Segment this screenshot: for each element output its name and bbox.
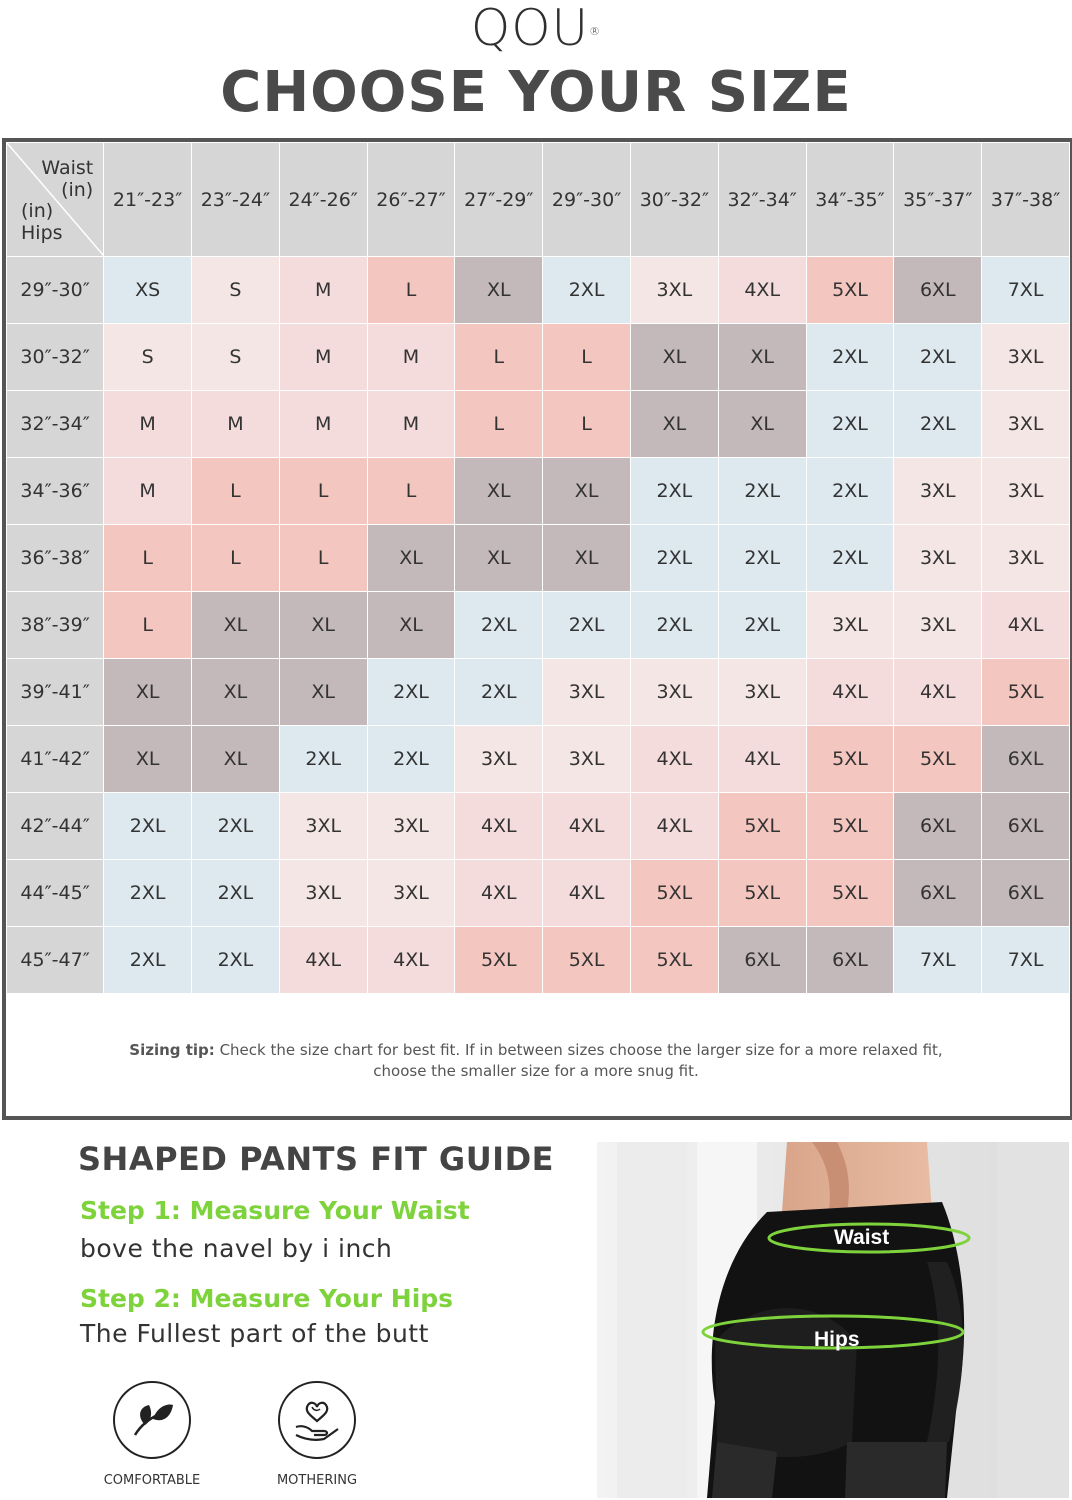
size-cell: 3XL [982,391,1070,458]
size-chart-table [6,142,1070,994]
size-cell: 5XL [806,793,894,860]
size-cell: L [367,458,455,525]
size-cell: XL [104,726,192,793]
size-row [7,726,1070,793]
size-cell: XL [279,659,367,726]
size-row [7,391,1070,458]
size-chart-frame [2,138,1072,1120]
size-cell: 6XL [894,793,982,860]
step-1-description: bove the navel by i inch [80,1234,393,1263]
size-cell: M [104,458,192,525]
size-cell: 4XL [279,927,367,994]
waist-header-cell: 21″-23″ [104,143,192,257]
size-cell: 3XL [894,592,982,659]
feature-mothering [257,1381,377,1488]
size-cell: 4XL [543,860,631,927]
size-cell: 4XL [367,927,455,994]
size-cell: XL [192,659,280,726]
size-cell: L [367,257,455,324]
size-cell: 4XL [982,592,1070,659]
size-cell: XL [367,592,455,659]
size-cell: 5XL [806,860,894,927]
size-cell: 3XL [982,324,1070,391]
size-cell: 2XL [367,726,455,793]
size-cell: 3XL [631,659,719,726]
waist-header-cell: 34″-35″ [806,143,894,257]
size-cell: 4XL [718,726,806,793]
size-cell: 5XL [543,927,631,994]
size-cell: 3XL [894,458,982,525]
size-cell: L [279,458,367,525]
size-cell: 2XL [718,525,806,592]
feature-label: COMFORTABLE [103,1473,201,1488]
size-cell: M [279,391,367,458]
size-row [7,257,1070,324]
page-title: CHOOSE YOUR SIZE [220,60,852,125]
size-cell: 3XL [982,458,1070,525]
size-cell: 2XL [192,860,280,927]
size-cell: 3XL [982,525,1070,592]
heart-hand-icon [278,1381,356,1459]
size-cell: 2XL [104,860,192,927]
size-cell: S [104,324,192,391]
size-cell: 7XL [894,927,982,994]
size-cell: 2XL [806,525,894,592]
hips-axis-label [21,200,63,244]
size-cell: 2XL [894,391,982,458]
size-cell: S [192,257,280,324]
size-cell: 4XL [894,659,982,726]
size-cell: XS [104,257,192,324]
feature-label: MOTHERING [276,1473,358,1488]
waist-header-cell: 29″-30″ [543,143,631,257]
size-cell: 3XL [894,525,982,592]
size-cell: 3XL [279,793,367,860]
size-row [7,592,1070,659]
hip-header-cell: 36″-38″ [7,525,104,592]
size-cell: XL [192,726,280,793]
waist-header-cell: 37″-38″ [982,143,1070,257]
size-cell: 2XL [279,726,367,793]
hip-header-cell: 42″-44″ [7,793,104,860]
size-cell: 4XL [455,860,543,927]
waist-header-cell: 23″-24″ [192,143,280,257]
size-cell: L [192,525,280,592]
size-cell: 2XL [718,592,806,659]
tip-line-1: Check the size chart for best fit. If in between sizes choose the larger size for a more relaxed fit, [214,1041,943,1059]
size-cell: 2XL [718,458,806,525]
size-cell: 2XL [806,458,894,525]
registered-mark: ® [589,25,602,38]
size-cell: 3XL [806,592,894,659]
waist-header-cell: 27″-29″ [455,143,543,257]
size-cell: 6XL [806,927,894,994]
waist-header-cell: 30″-32″ [631,143,719,257]
size-cell: 5XL [718,793,806,860]
size-cell: 6XL [982,726,1070,793]
size-cell: XL [455,458,543,525]
waist-header-cell: 26″-27″ [367,143,455,257]
size-row [7,525,1070,592]
size-cell: 3XL [718,659,806,726]
hips-photo-label: Hips [814,1328,860,1351]
size-cell: 7XL [982,927,1070,994]
size-cell: 7XL [982,257,1070,324]
size-cell: L [455,324,543,391]
size-cell: 3XL [367,793,455,860]
size-cell: 5XL [718,860,806,927]
step-2-description: The Fullest part of the butt [80,1319,429,1348]
hips-unit: (in) [21,200,54,222]
size-cell: 2XL [104,793,192,860]
size-cell: L [104,592,192,659]
size-row [7,860,1070,927]
waist-header-cell: 35″-37″ [894,143,982,257]
size-cell: 3XL [455,726,543,793]
size-cell: XL [718,324,806,391]
size-cell: L [455,391,543,458]
size-cell: 5XL [631,860,719,927]
size-cell: M [367,391,455,458]
hip-header-cell: 34″-36″ [7,458,104,525]
size-cell: 2XL [631,525,719,592]
size-cell: 6XL [894,860,982,927]
waist-header-cell: 24″-26″ [279,143,367,257]
size-cell: S [192,324,280,391]
size-cell: 3XL [279,860,367,927]
size-cell: XL [631,324,719,391]
fit-guide-title: SHAPED PANTS FIT GUIDE [78,1140,554,1178]
size-cell: 3XL [631,257,719,324]
size-row [7,458,1070,525]
size-cell: 4XL [631,726,719,793]
leaf-icon [113,1381,191,1459]
size-cell: 2XL [894,324,982,391]
model-photo [597,1142,1069,1498]
size-cell: 2XL [192,927,280,994]
size-cell: M [192,391,280,458]
sizing-tip [0,1040,1072,1082]
size-cell: 6XL [982,860,1070,927]
size-row [7,793,1070,860]
size-cell: XL [192,592,280,659]
size-cell: 6XL [982,793,1070,860]
size-cell: XL [367,525,455,592]
size-cell: 4XL [455,793,543,860]
size-cell: 2XL [367,659,455,726]
size-cell: XL [543,458,631,525]
size-cell: 2XL [631,458,719,525]
size-cell: 5XL [455,927,543,994]
size-cell: 3XL [543,726,631,793]
size-cell: XL [543,525,631,592]
size-cell: L [104,525,192,592]
waist-label: Waist [41,157,94,179]
brand-name: QOU [470,0,590,57]
waist-unit: (in) [61,179,94,201]
size-cell: 5XL [806,726,894,793]
hip-header-cell: 45″-47″ [7,927,104,994]
waist-photo-label: Waist [834,1226,890,1249]
size-row [7,324,1070,391]
size-cell: 2XL [806,324,894,391]
size-cell: 3XL [543,659,631,726]
size-cell: L [279,525,367,592]
size-cell: 5XL [631,927,719,994]
tip-line-2: choose the smaller size for a more snug fit. [373,1062,699,1080]
waist-header-row [7,143,1070,257]
size-cell: 4XL [718,257,806,324]
size-cell: L [192,458,280,525]
size-cell: XL [718,391,806,458]
size-cell: L [543,324,631,391]
size-cell: XL [455,525,543,592]
size-cell: 6XL [718,927,806,994]
size-cell: 2XL [543,592,631,659]
size-cell: XL [279,592,367,659]
size-cell: 2XL [104,927,192,994]
tip-label: Sizing tip: [129,1041,215,1059]
hip-header-cell: 41″-42″ [7,726,104,793]
corner-cell [7,143,104,257]
size-cell: XL [631,391,719,458]
step-2-title: Step 2: Measure Your Hips [80,1284,454,1313]
size-cell: M [279,324,367,391]
size-cell: M [279,257,367,324]
size-row [7,927,1070,994]
hip-header-cell: 38″-39″ [7,592,104,659]
size-cell: 3XL [367,860,455,927]
size-cell: 4XL [631,793,719,860]
step-1-title: Step 1: Measure Your Waist [80,1196,470,1225]
size-cell: M [367,324,455,391]
size-cell: 5XL [982,659,1070,726]
size-cell: M [104,391,192,458]
hip-header-cell: 32″-34″ [7,391,104,458]
size-cell: L [543,391,631,458]
hips-label: Hips [21,222,63,244]
size-cell: 5XL [806,257,894,324]
size-cell: XL [455,257,543,324]
waist-axis-label [41,157,93,201]
feature-comfortable [92,1381,212,1488]
size-cell: 2XL [631,592,719,659]
size-cell: 5XL [894,726,982,793]
size-cell: 6XL [894,257,982,324]
size-cell: 2XL [543,257,631,324]
hip-header-cell: 29″-30″ [7,257,104,324]
size-cell: 2XL [455,659,543,726]
waist-header-cell: 32″-34″ [718,143,806,257]
size-cell: 2XL [455,592,543,659]
size-cell: 4XL [806,659,894,726]
brand-logo [0,0,1072,56]
size-cell: 2XL [806,391,894,458]
hip-header-cell: 39″-41″ [7,659,104,726]
size-cell: 4XL [543,793,631,860]
size-cell: 2XL [192,793,280,860]
size-row [7,659,1070,726]
hip-header-cell: 30″-32″ [7,324,104,391]
hip-header-cell: 44″-45″ [7,860,104,927]
size-cell: XL [104,659,192,726]
